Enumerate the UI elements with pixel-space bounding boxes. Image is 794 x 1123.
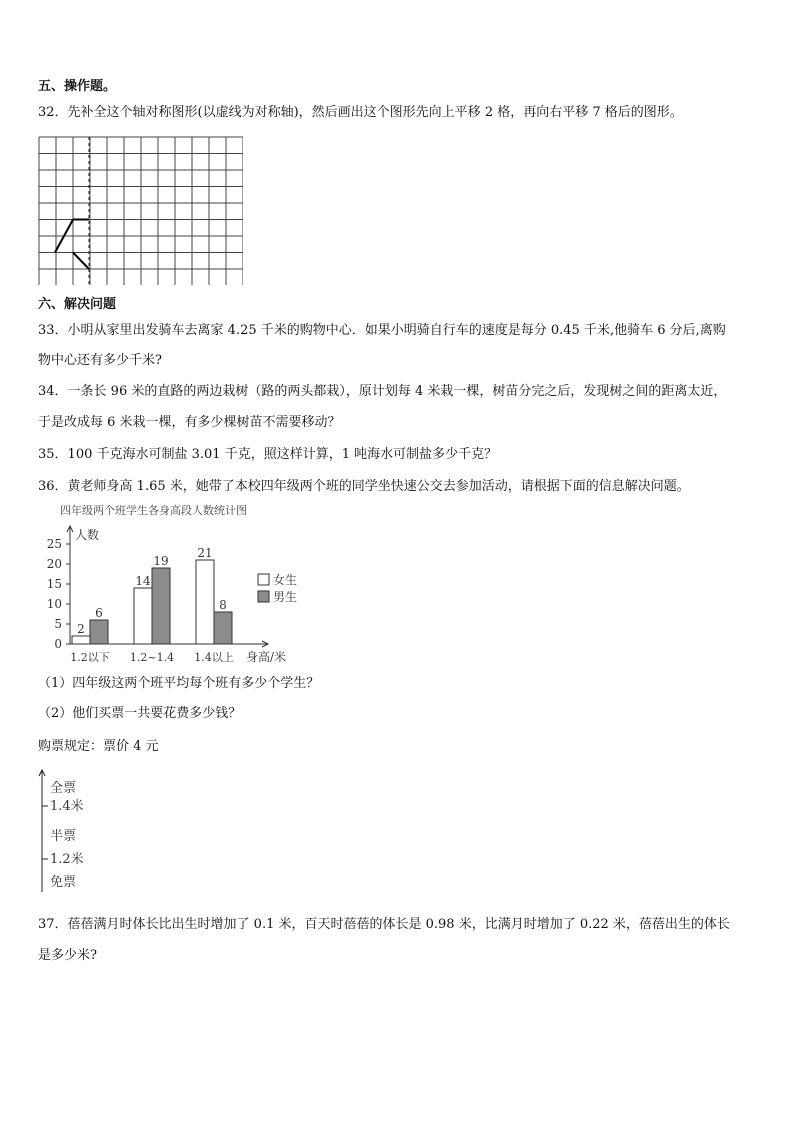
y-axis-label: 人数 xyxy=(75,528,100,542)
chart-svg xyxy=(36,502,326,670)
y-tick-label: 10 xyxy=(46,597,62,611)
question-36-intro: 36．黄老师身高 1.65 米，她带了本校四年级两个班的同学坐快速公交去参加活动，请根据下面的信息解决问题。 xyxy=(38,479,690,494)
x-axis-label: 身高/米 xyxy=(246,650,287,664)
question-34-line-1: 34．一条长 96 米的直路的两边栽树（路的两头都栽），原计划每 4 米栽一棵，树苗分完之后，发现树之间的距离太近， xyxy=(38,384,727,399)
question-37-line-1: 37．蓓蓓满月时体长比出生时增加了 0.1 米，百天时蓓蓓的体长是 0.98 米，比满月时增加了 0.22 米，蓓蓓出生的体长 xyxy=(38,917,730,932)
grid-figure xyxy=(38,136,243,285)
bar-value-label: 21 xyxy=(197,546,213,560)
ticket-high-mark: 1.4米 xyxy=(50,799,84,814)
question-35: 35．100 千克海水可制盐 3.01 千克，照这样计算，1 吨海水可制盐多少千克？ xyxy=(38,447,498,462)
bar-boys xyxy=(152,568,170,644)
bar-girls xyxy=(196,560,214,644)
legend-label: 女生 xyxy=(273,573,298,587)
question-33-line-1: 33．小明从家里出发骑车去离家 4.25 千米的购物中心．如果小明骑自行车的速度是每分 0.45 千米,他骑车 6 分后,离购 xyxy=(38,323,726,338)
question-37-line-2: 是多少米? xyxy=(38,948,97,963)
ticket-scale xyxy=(36,768,116,894)
y-tick-label: 15 xyxy=(46,577,62,591)
bar-boys xyxy=(214,612,232,644)
figure-segment xyxy=(73,253,89,270)
question-36-sub-2: （2）他们买票一共要花费多少钱？ xyxy=(38,706,242,721)
ticket-rule: 购票规定：票价 4 元 xyxy=(38,739,159,754)
x-category-label: 1.2~1.4 xyxy=(129,651,175,664)
x-category-label: 1.4以上 xyxy=(194,651,234,664)
question-34-line-2: 于是改成每 6 米栽一棵，有多少棵树苗不需要移动？ xyxy=(38,415,341,430)
question-36-sub-1: （1）四年级这两个班平均每个班有多少个学生？ xyxy=(38,676,320,691)
x-category-label: 1.2以下 xyxy=(70,651,110,664)
question-32: 32．先补全这个轴对称图形(以虚线为对称轴)，然后画出这个图形先向上平移 2 格，再向右平移 7 格后的图形。 xyxy=(38,105,683,120)
grid-svg xyxy=(38,136,243,285)
ticket-scale-svg xyxy=(36,768,116,894)
bar-boys xyxy=(90,620,108,644)
bar-girls xyxy=(72,636,90,644)
ticket-low-mark: 1.2米 xyxy=(50,852,84,867)
legend-swatch xyxy=(258,591,269,602)
bar-value-label: 8 xyxy=(219,598,227,612)
bar-value-label: 6 xyxy=(95,606,103,620)
bar-value-label: 2 xyxy=(77,622,85,636)
bar-value-label: 19 xyxy=(153,554,169,568)
y-tick-label: 20 xyxy=(46,557,62,571)
question-33-line-2: 物中心还有多少千米? xyxy=(38,353,162,368)
y-tick-label: 25 xyxy=(46,537,62,551)
legend-label: 男生 xyxy=(273,590,298,604)
chart-title: 四年级两个班学生各身高段人数统计图 xyxy=(60,504,247,517)
bar-value-label: 14 xyxy=(135,574,151,588)
height-bar-chart xyxy=(36,502,326,670)
section-six-heading: 六、解决问题 xyxy=(38,297,117,312)
section-five-heading: 五、操作题。 xyxy=(38,79,117,94)
ticket-half-label: 半票 xyxy=(50,829,77,844)
ticket-free-label: 免票 xyxy=(50,875,77,890)
legend-swatch xyxy=(258,574,269,585)
ticket-full-label: 全票 xyxy=(50,781,77,796)
y-tick-label: 5 xyxy=(54,617,62,631)
bar-girls xyxy=(134,588,152,644)
y-tick-label: 0 xyxy=(54,637,62,651)
